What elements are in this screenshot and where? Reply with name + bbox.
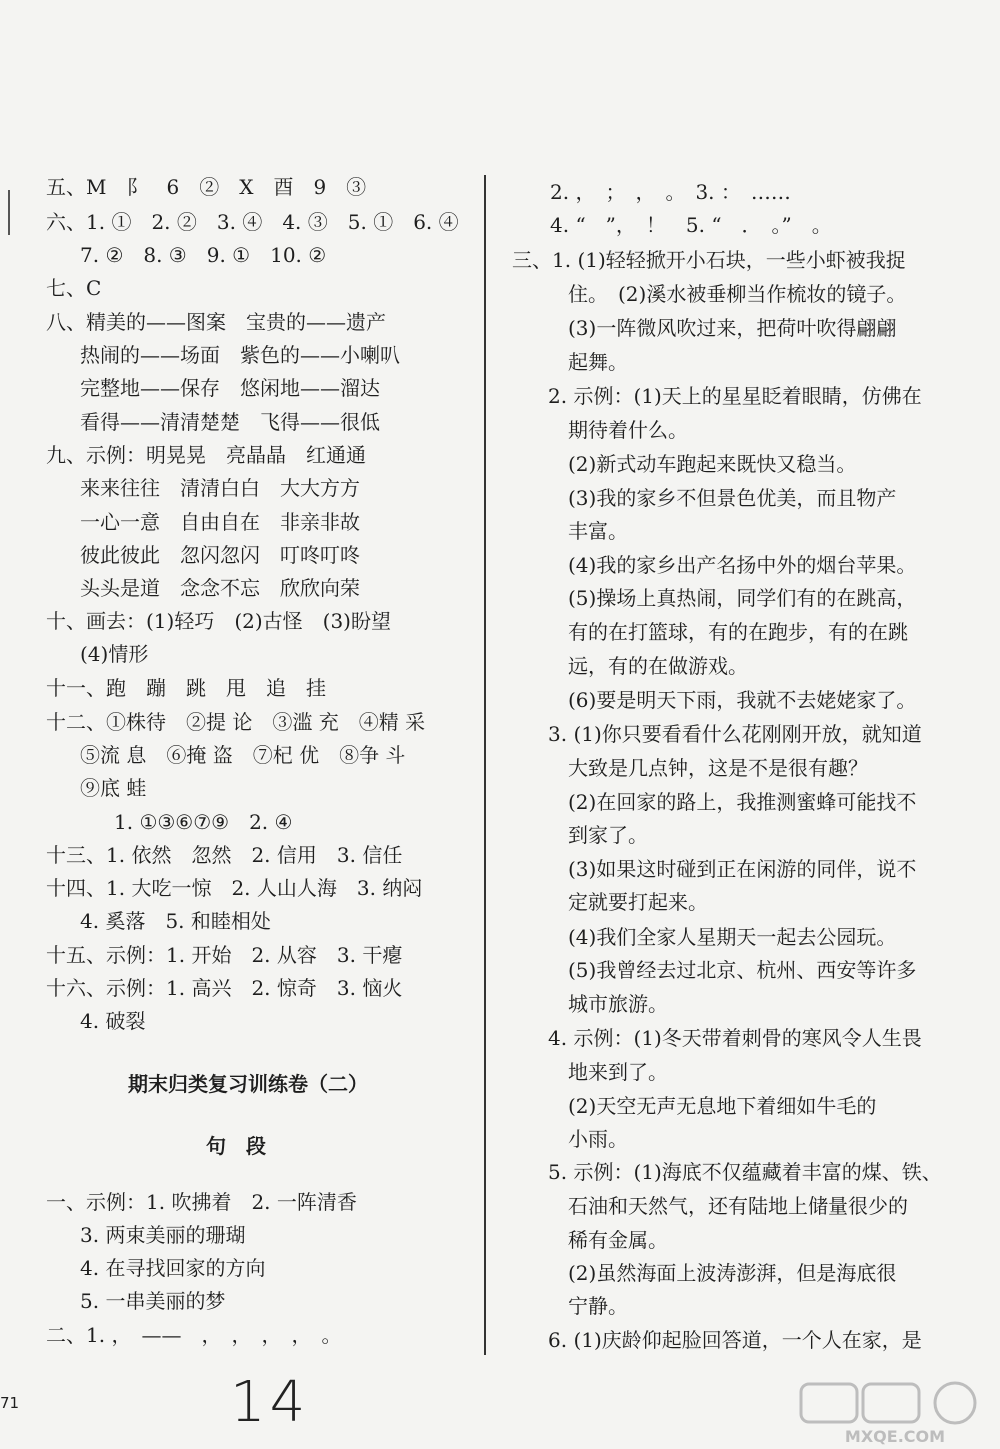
watermark-logo: [795, 1380, 995, 1446]
answer-line: 十四、1. 大吃一惊 2. 人山人海 3. 纳闷: [46, 876, 423, 900]
answer-line: (2)在回家的路上，我推测蜜蜂可能找不: [568, 790, 917, 814]
answer-line: (4)我的家乡出产名扬中外的烟台苹果。: [568, 553, 917, 577]
answer-line: 来来往往 清清白白 大大方方: [80, 476, 360, 500]
answer-line: 五、M 阝 6 ② X 酉 9 ③: [46, 175, 367, 199]
answer-line: 7. ② 8. ③ 9. ① 10. ②: [80, 243, 327, 267]
answer-line: 宁静。: [568, 1294, 628, 1318]
answer-line: (3)我的家乡不但景色优美，而且物产: [568, 486, 897, 510]
answer-line: 远，有的在做游戏。: [568, 654, 748, 678]
answer-line: 3. 两束美丽的珊瑚: [80, 1223, 246, 1247]
answer-line: (3)如果这时碰到正在闲游的同伴，说不: [568, 857, 917, 881]
answer-line: (5)我曾经去过北京、杭州、西安等许多: [568, 958, 917, 982]
answer-line: 六、1. ① 2. ② 3. ④ 4. ③ 5. ① 6. ④: [46, 210, 459, 234]
answer-line: 稀有金属。: [568, 1228, 668, 1252]
answer-line: 头头是道 念念不忘 欣欣向荣: [80, 576, 360, 600]
answer-line: 看得——清清楚楚 飞得——很低: [80, 410, 380, 434]
answer-line: (2)天空无声无息地下着细如牛毛的: [568, 1094, 877, 1118]
answer-line: 十、画去：(1)轻巧 (2)古怪 (3)盼望: [46, 609, 391, 633]
answer-line: 一、示例：1. 吹拂着 2. 一阵清香: [46, 1190, 357, 1214]
answer-line: 十六、示例：1. 高兴 2. 惊奇 3. 恼火: [46, 976, 403, 1000]
answer-line: (6)要是明天下雨，我就不去姥姥家了。: [568, 688, 917, 712]
column-divider: [484, 175, 486, 1355]
answer-line: 地来到了。: [568, 1060, 668, 1084]
answer-line: 二、1. ， —— ， ， ， ， 。: [46, 1323, 342, 1347]
answer-line: (4)我们全家人星期天一起去公园玩。: [568, 925, 897, 949]
answer-line: 1. ①③⑥⑦⑨ 2. ④: [114, 810, 293, 834]
answer-line: 起舞。: [568, 350, 628, 374]
answer-line: 2. 示例：(1)天上的星星眨着眼睛，仿佛在: [548, 384, 922, 408]
answer-line: 完整地——保存 悠闲地——溜达: [80, 376, 380, 400]
answer-line: 十二、①株待 ②提 论 ③滥 充 ④精 采: [46, 710, 426, 734]
answer-line: 八、精美的——图案 宝贵的——遗产: [46, 310, 386, 334]
answer-line: 5. 一串美丽的梦: [80, 1289, 226, 1313]
answer-line: 三、1. (1)轻轻掀开小石块，一些小虾被我捉: [512, 248, 906, 272]
watermark-text: MXQE.COM: [844, 1427, 946, 1446]
answer-line: 九、示例：明晃晃 亮晶晶 红通通: [46, 443, 366, 467]
answer-line: 十三、1. 依然 忽然 2. 信用 3. 信任: [46, 843, 403, 867]
answer-line: 十五、示例：1. 开始 2. 从容 3. 干瘪: [46, 943, 403, 967]
answer-line: 6. (1)庆龄仰起脸回答道，一个人在家，是: [548, 1328, 922, 1352]
answer-line: 十一、跑 蹦 跳 甩 追 挂: [46, 676, 326, 700]
answer-line: 4. “ ”， ！ 5. “ ． 。” 。: [550, 213, 832, 237]
answer-line: 城市旅游。: [568, 992, 668, 1016]
answer-line: 热闹的——场面 紫色的——小喇叭: [80, 343, 400, 367]
answer-line: 期待着什么。: [568, 418, 688, 442]
answer-line: 小雨。: [568, 1127, 628, 1151]
answer-line: ⑤流 息 ⑥掩 盗 ⑦杞 优 ⑧争 斗: [80, 743, 406, 767]
handwritten-page-mark: 14: [230, 1370, 310, 1435]
answer-line: 有的在打篮球，有的在跑步，有的在跳: [568, 620, 908, 644]
answer-line: (4)情形: [80, 642, 149, 666]
margin-mark: [8, 190, 10, 235]
answer-line: 到家了。: [568, 823, 648, 847]
answer-line: (2)虽然海面上波涛澎湃，但是海底很: [568, 1261, 897, 1285]
subsection-title: 句 段: [206, 1134, 266, 1158]
answer-line: 定就要打起来。: [568, 890, 708, 914]
section-title: 期末归类复习训练卷（二）: [128, 1072, 368, 1096]
answer-line: 3. (1)你只要看看什么花刚刚开放，就知道: [548, 722, 922, 746]
answer-line: 5. 示例：(1)海底不仅蕴藏着丰富的煤、铁、: [548, 1160, 942, 1184]
answer-line: 4. 奚落 5. 和睦相处: [80, 909, 271, 933]
answer-line: 住。 (2)溪水被垂柳当作梳妆的镜子。: [568, 282, 907, 306]
answer-line: 一心一意 自由自在 非亲非故: [80, 510, 360, 534]
answer-line: 4. 在寻找回家的方向: [80, 1256, 266, 1280]
answer-line: (3)一阵微风吹过来，把荷叶吹得翩翩: [568, 316, 897, 340]
answer-line: 大致是几点钟，这是不是很有趣？: [568, 756, 868, 780]
answer-line: 4. 破裂: [80, 1009, 146, 1033]
answer-line: 丰富。: [568, 519, 628, 543]
answer-line: 4. 示例：(1)冬天带着刺骨的寒风令人生畏: [548, 1026, 922, 1050]
page-number: 71: [0, 1394, 20, 1412]
answer-line: 彼此彼此 忽闪忽闪 叮咚叮咚: [80, 543, 360, 567]
answer-line: (2)新式动车跑起来既快又稳当。: [568, 452, 857, 476]
answer-line: 石油和天然气，还有陆地上储量很少的: [568, 1194, 908, 1218]
answer-line: 七、C: [46, 276, 102, 300]
answer-line: ⑨底 蛙: [80, 776, 147, 800]
answer-line: (5)操场上真热闹，同学们有的在跳高，: [568, 586, 917, 610]
answer-line: 2. ， ； ， 。 3. ： ……: [550, 180, 791, 204]
